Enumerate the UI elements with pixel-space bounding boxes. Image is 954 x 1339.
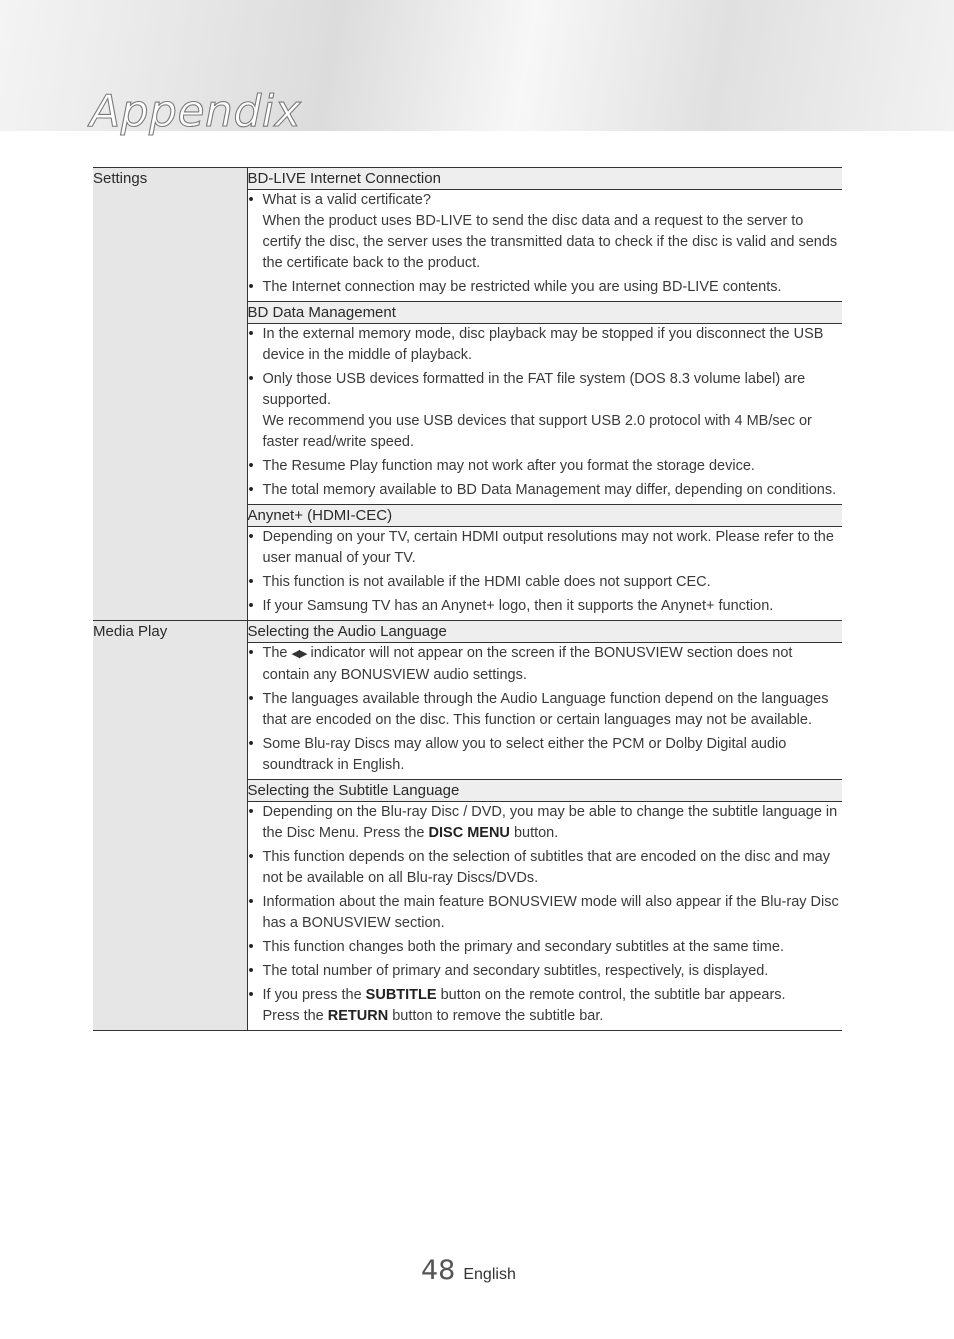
appendix-table (93, 167, 842, 1031)
subsection-heading: BD Data Management (247, 302, 842, 324)
bullet-list (248, 643, 843, 776)
subsection-content (247, 802, 842, 1031)
section-label-settings: Settings (93, 168, 247, 621)
list-item: • Depending on your TV, certain HDMI output resolutions may not work. Please refer to the user manual of your TV. (248, 527, 843, 569)
subsection-content (247, 643, 842, 780)
subsection-content (247, 190, 842, 302)
list-item: • Some Blu-ray Discs may allow you to select either the PCM or Dolby Digital audio soundtrack in English. (248, 734, 843, 776)
subsection-heading: Anynet+ (HDMI-CEC) (247, 505, 842, 527)
section-label-media-play: Media Play (93, 621, 247, 1031)
list-item: • The total number of primary and secondary subtitles, respectively, is displayed. (248, 961, 843, 982)
list-item: • In the external memory mode, disc playback may be stopped if you disconnect the USB device in the middle of playback. (248, 324, 843, 366)
list-item: • If you press the SUBTITLE button on the remote control, the subtitle bar appears. Press the RETURN button to remove the subtitle bar. (248, 985, 843, 1027)
bullet-list (248, 802, 843, 1027)
subsection-heading: BD-LIVE Internet Connection (247, 168, 842, 190)
subtitle-button-label: SUBTITLE (365, 987, 437, 1003)
list-item: • Information about the main feature BONUSVIEW mode will also appear if the Blu-ray Disc has a BONUSVIEW section. (248, 892, 843, 934)
subsection-content (247, 324, 842, 505)
page-footer (421, 1255, 516, 1286)
return-button-label: RETURN (327, 1008, 389, 1024)
subsection-heading: Selecting the Audio Language (247, 621, 842, 643)
list-item: • The languages available through the Audio Language function depend on the languages that are encoded on the disc. This function or certain languages may not be available. (248, 689, 843, 731)
subsection-heading: Selecting the Subtitle Language (247, 780, 842, 802)
list-item: • The Resume Play function may not work after you format the storage device. (248, 456, 843, 477)
bullet-list (248, 527, 843, 617)
page-title: Appendix (90, 86, 302, 137)
bullet-list (248, 190, 843, 298)
bullet-list (248, 324, 843, 501)
page-language: English (463, 1266, 516, 1283)
disc-menu-button-label: DISC MENU (428, 825, 510, 841)
list-item: • This function is not available if the HDMI cable does not support CEC. (248, 572, 843, 593)
list-item: • The Internet connection may be restricted while you are using BD-LIVE contents. (248, 277, 843, 298)
page-number: 48 (421, 1255, 456, 1286)
list-item: • The ◀▶ indicator will not appear on the screen if the BONUSVIEW section does not contain any BONUSVIEW audio settings. (248, 643, 843, 686)
list-item: • What is a valid certificate? When the product uses BD-LIVE to send the disc data and a request to the server to certify the disc, the server uses the transmitted data to check if the disc is valid and sends the certificate back to the product. (248, 190, 843, 274)
list-item: • Only those USB devices formatted in the FAT file system (DOS 8.3 volume label) are supported. We recommend you use USB devices that support USB 2.0 protocol with 4 MB/sec or faster read/write speed. (248, 369, 843, 453)
subsection-content (247, 527, 842, 621)
left-right-arrow-icon: ◀▶ (291, 648, 307, 660)
list-item: • This function depends on the selection of subtitles that are encoded on the disc and may not be available on all Blu-ray Discs/DVDs. (248, 847, 843, 889)
list-item: • If your Samsung TV has an Anynet+ logo, then it supports the Anynet+ function. (248, 596, 843, 617)
list-item: • Depending on the Blu-ray Disc / DVD, you may be able to change the subtitle language in the Disc Menu. Press the DISC MENU button. (248, 802, 843, 844)
list-item: • The total memory available to BD Data Management may differ, depending on conditions. (248, 480, 843, 501)
list-item: • This function changes both the primary and secondary subtitles at the same time. (248, 937, 843, 958)
